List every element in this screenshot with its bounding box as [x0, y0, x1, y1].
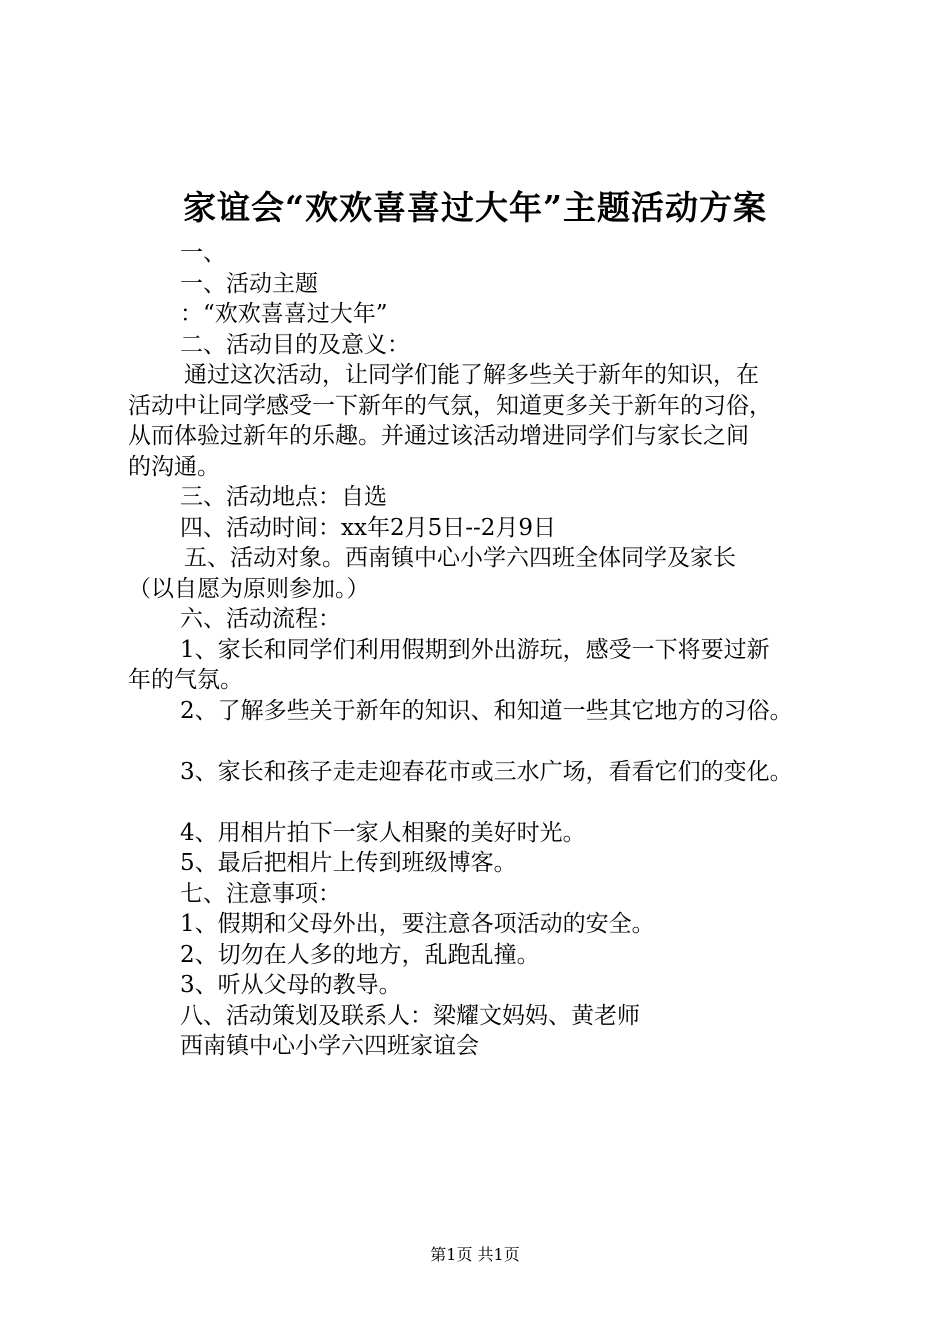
text-line: ：“欢欢喜喜过大年” — [180, 301, 388, 327]
paragraph-line: （以自愿为原则参加。） — [128, 575, 370, 602]
section-heading: 七、注意事项： — [180, 880, 341, 907]
section-heading: 三、活动地点：自选 — [180, 484, 387, 510]
signature-line: 西南镇中心小学六四班家谊会 — [180, 1033, 479, 1059]
blank-line — [128, 787, 858, 818]
section-heading: 一、活动主题 — [180, 270, 318, 297]
page-footer: 第1页 共1页 — [430, 1245, 520, 1264]
text-line: 一、 — [180, 240, 226, 266]
section-heading: 六、活动流程： — [180, 606, 341, 632]
list-item: 2、切勿在人多的地方，乱跑乱撞。 — [180, 941, 540, 968]
list-item: 1、假期和父母外出，要注意各项活动的安全。 — [180, 911, 655, 937]
section-heading: 八、活动策划及联系人：梁耀文妈妈、黄老师 — [180, 1002, 640, 1029]
list-item: 5、最后把相片上传到班级博客。 — [180, 850, 517, 876]
paragraph-line: 活动中让同学感受一下新年的气氛，知道更多关于新年的习俗， — [128, 392, 772, 419]
list-item: 1、家长和同学们利用假期到外出游玩，感受一下将要过新 — [180, 636, 770, 663]
list-item: 2、了解多些关于新年的知识、和知道一些其它地方的习俗。 — [180, 697, 793, 724]
document-body — [128, 238, 858, 1062]
paragraph-line: 通过这次活动，让同学们能了解多些关于新年的知识，在 — [184, 362, 759, 388]
section-heading: 五、活动对象。西南镇中心小学六四班全体同学及家长 — [184, 545, 736, 571]
paragraph-line: 的沟通。 — [128, 453, 220, 480]
list-item-continuation: 年的气氛。 — [128, 667, 243, 693]
document-title: 家谊会“欢欢喜喜过大年”主题活动方案 — [183, 188, 767, 227]
section-heading: 二、活动目的及意义： — [180, 331, 410, 358]
list-item: 3、家长和孩子走走迎春花市或三水广场，看看它们的变化。 — [180, 758, 793, 785]
list-item: 4、用相片拍下一家人相聚的美好时光。 — [180, 819, 586, 846]
blank-line — [128, 726, 858, 757]
list-item: 3、听从父母的教导。 — [180, 972, 402, 998]
section-heading: 四、活动时间：xx年2月5日--2月9日 — [180, 514, 557, 541]
paragraph-line: 从而体验过新年的乐趣。并通过该活动增进同学们与家长之间 — [128, 423, 749, 449]
